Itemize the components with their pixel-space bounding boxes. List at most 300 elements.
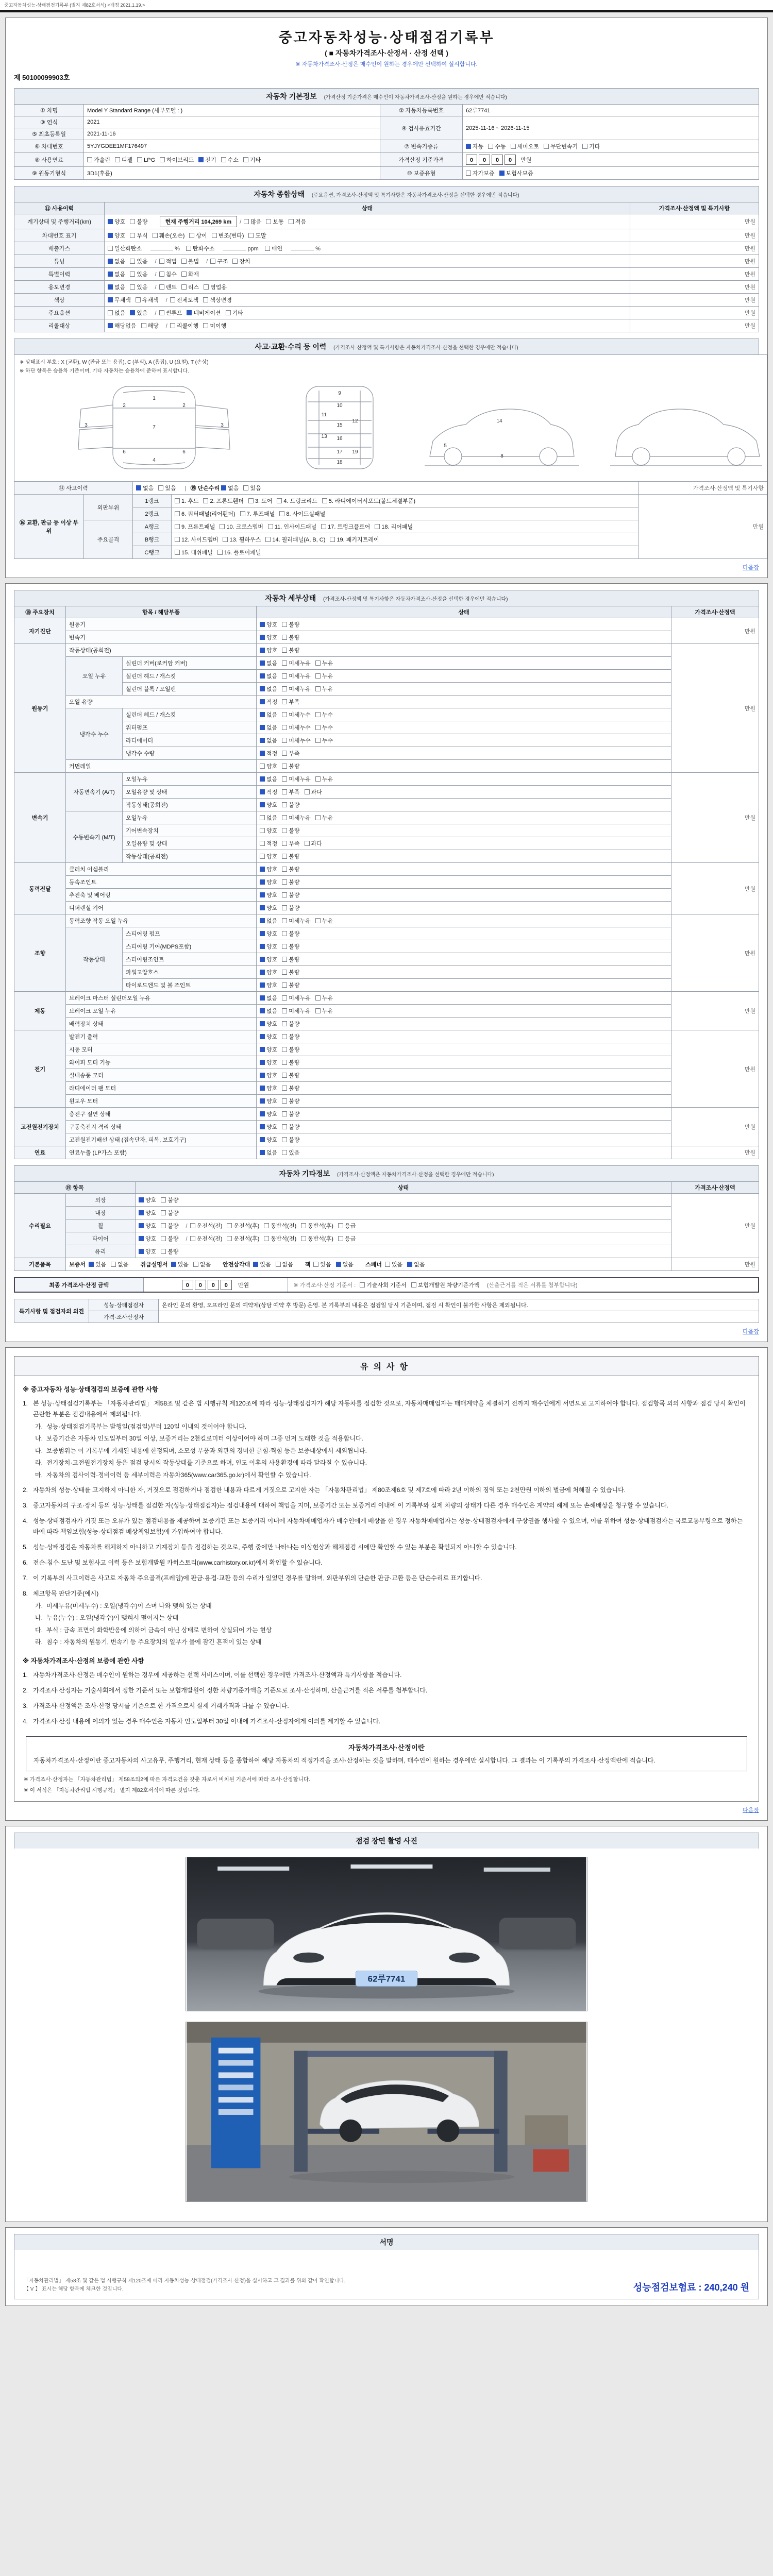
checkbox-option[interactable] bbox=[282, 788, 299, 796]
table-row bbox=[14, 1311, 759, 1323]
checkbox-option[interactable] bbox=[282, 1071, 299, 1079]
item-label: 냉각수 수량 bbox=[123, 747, 257, 760]
checkbox-option[interactable] bbox=[268, 522, 316, 531]
checkbox-option[interactable] bbox=[315, 917, 333, 925]
checkbox-option[interactable] bbox=[171, 1260, 189, 1268]
banner-text-line bbox=[219, 2060, 254, 2065]
checkbox-option[interactable] bbox=[161, 1196, 178, 1204]
checkbox-option[interactable] bbox=[139, 1209, 156, 1217]
checkbox-option[interactable] bbox=[260, 801, 277, 809]
detail-row bbox=[14, 1018, 759, 1030]
vin-value: 5YJYGDEE1MF176497 bbox=[84, 140, 380, 153]
notice-subitem bbox=[35, 1433, 750, 1444]
checkbox-option[interactable] bbox=[282, 917, 311, 925]
usage-history-state bbox=[105, 214, 630, 229]
unchecked-box-icon bbox=[282, 660, 287, 666]
checkbox-label: 6. 쿼터패널(리어휀더) bbox=[181, 511, 236, 517]
checkbox-option[interactable] bbox=[181, 283, 199, 291]
checkbox-option[interactable] bbox=[282, 1097, 299, 1105]
checkbox-option[interactable] bbox=[315, 672, 333, 680]
checkbox-option[interactable] bbox=[260, 904, 277, 912]
checkbox-option[interactable] bbox=[260, 981, 277, 989]
checkbox-option[interactable] bbox=[338, 1222, 356, 1230]
checkbox-option[interactable] bbox=[313, 1260, 331, 1268]
checkbox-option[interactable] bbox=[260, 698, 277, 706]
checkbox-option[interactable] bbox=[260, 942, 277, 951]
checkbox-option[interactable] bbox=[175, 522, 215, 531]
option-separator: / bbox=[186, 1236, 188, 1242]
checkbox-option[interactable] bbox=[161, 1247, 178, 1256]
checkbox-option[interactable] bbox=[315, 685, 333, 693]
checkbox-option[interactable] bbox=[282, 839, 299, 848]
inspection-period-label: ④ 검사유효기간 bbox=[380, 116, 463, 140]
checkbox-option[interactable] bbox=[243, 484, 261, 492]
checkbox-option[interactable] bbox=[315, 736, 333, 744]
checkbox-option[interactable] bbox=[181, 257, 199, 265]
checkbox-option[interactable] bbox=[260, 1020, 277, 1028]
checkbox-option[interactable] bbox=[260, 1058, 277, 1066]
ceiling-light bbox=[217, 1867, 289, 1871]
checkbox-label: 10. 크로스멤버 bbox=[226, 524, 263, 530]
checkbox-option[interactable] bbox=[260, 1110, 277, 1118]
checkbox-option[interactable] bbox=[260, 1071, 277, 1079]
checkbox-option[interactable] bbox=[193, 1260, 211, 1268]
checkbox-option[interactable] bbox=[159, 257, 177, 265]
checkbox-option[interactable] bbox=[260, 878, 277, 886]
checkbox-option[interactable] bbox=[130, 257, 147, 265]
checkbox-option[interactable] bbox=[139, 1196, 156, 1204]
detail-row bbox=[14, 670, 759, 683]
checkbox-option[interactable] bbox=[282, 1058, 299, 1066]
unchecked-box-icon bbox=[193, 1262, 198, 1267]
checkbox-option[interactable] bbox=[260, 685, 277, 693]
etc-item-state bbox=[136, 1232, 671, 1245]
checkbox-option[interactable] bbox=[108, 321, 137, 330]
unchecked-box-icon bbox=[190, 1223, 195, 1228]
checkbox-option[interactable] bbox=[282, 749, 299, 757]
price-estimate-cell: 만원 bbox=[630, 307, 759, 319]
checkbox-option[interactable] bbox=[582, 142, 600, 150]
checkbox-option[interactable] bbox=[260, 852, 277, 860]
checkbox-option[interactable] bbox=[108, 217, 125, 226]
checkbox-option[interactable] bbox=[315, 994, 333, 1002]
usage-history-label: 계기상태 및 주행거리(km) bbox=[14, 214, 105, 229]
state-code-legend: ※ 상태표시 부호 : X (교환), W (판금 또는 용접), C (부식), A (흠집), U (요철), T (손상) bbox=[20, 360, 209, 365]
checkbox-option[interactable] bbox=[108, 270, 125, 278]
checkbox-option[interactable] bbox=[260, 1084, 277, 1092]
checkbox-option[interactable] bbox=[87, 156, 110, 164]
usage-history-row bbox=[14, 214, 759, 229]
checkbox-option[interactable] bbox=[159, 309, 182, 317]
checkbox-label: 있음 bbox=[137, 284, 148, 291]
checkbox-option[interactable] bbox=[282, 1148, 299, 1157]
checked-box-icon bbox=[260, 931, 265, 936]
checkbox-option[interactable] bbox=[137, 157, 155, 163]
item-state bbox=[257, 747, 671, 760]
checkbox-option[interactable] bbox=[260, 994, 277, 1002]
checkbox-option[interactable] bbox=[282, 775, 311, 783]
checkbox-label: 불량 bbox=[289, 879, 300, 886]
next-page-link[interactable]: 다음장 bbox=[743, 1807, 759, 1814]
next-page-link[interactable]: 다음장 bbox=[743, 565, 759, 571]
checkbox-option[interactable] bbox=[217, 548, 261, 556]
notice-subitem-number: 다. bbox=[35, 1447, 43, 1454]
checkbox-option[interactable] bbox=[375, 522, 413, 531]
checkbox-option[interactable] bbox=[190, 1234, 223, 1243]
checkbox-option[interactable] bbox=[260, 1148, 277, 1157]
checkbox-option[interactable] bbox=[282, 672, 311, 680]
checkbox-option[interactable] bbox=[260, 865, 277, 873]
unchecked-box-icon bbox=[282, 970, 287, 975]
checkbox-option[interactable] bbox=[212, 231, 244, 240]
checkbox-option[interactable] bbox=[282, 826, 299, 835]
checkbox-option[interactable] bbox=[244, 217, 261, 226]
checkbox-option[interactable] bbox=[338, 1234, 356, 1243]
checkbox-option[interactable] bbox=[186, 244, 215, 252]
checkbox-option[interactable] bbox=[136, 296, 159, 304]
notice-item-number: 6. bbox=[23, 1558, 28, 1566]
checkbox-option[interactable] bbox=[175, 535, 218, 544]
checkbox-option[interactable] bbox=[227, 1234, 259, 1243]
checkbox-label: 유채색 bbox=[142, 297, 159, 303]
checkbox-option[interactable] bbox=[260, 1045, 277, 1054]
checkbox-option[interactable] bbox=[282, 878, 299, 886]
etc-row bbox=[14, 1194, 759, 1207]
col-usage-history: ⑪ 사용이력 bbox=[14, 202, 105, 214]
detail-row bbox=[14, 1082, 759, 1095]
checkbox-option[interactable] bbox=[282, 723, 311, 732]
checkbox-option[interactable] bbox=[511, 142, 540, 150]
checkbox-option[interactable] bbox=[282, 646, 299, 654]
checked-box-icon bbox=[108, 284, 113, 290]
checkbox-option[interactable] bbox=[130, 217, 147, 226]
price-survey-info-title: 자동차가격조사·산정이란 bbox=[348, 1743, 425, 1752]
checkbox-option[interactable] bbox=[466, 169, 495, 177]
option-separator: / bbox=[240, 219, 242, 225]
checkbox-option[interactable] bbox=[282, 1110, 299, 1118]
checkbox-option[interactable] bbox=[282, 891, 299, 899]
checkbox-label: 없음 bbox=[266, 918, 278, 924]
checkbox-option[interactable] bbox=[305, 839, 322, 848]
checkbox-option[interactable] bbox=[282, 698, 299, 706]
final-price-value bbox=[143, 1278, 288, 1292]
checkbox-option[interactable] bbox=[282, 685, 311, 693]
checkbox-option[interactable] bbox=[161, 1209, 178, 1217]
checkbox-option[interactable] bbox=[260, 736, 277, 744]
checkbox-option[interactable] bbox=[260, 1097, 277, 1105]
checkbox-option[interactable] bbox=[282, 710, 311, 719]
checkbox-option[interactable] bbox=[282, 1123, 299, 1131]
checkbox-option[interactable] bbox=[315, 723, 333, 732]
unchecked-box-icon bbox=[243, 485, 248, 490]
checkbox-option[interactable] bbox=[282, 801, 299, 809]
checkbox-option[interactable] bbox=[260, 659, 277, 667]
checkbox-option[interactable] bbox=[282, 1007, 311, 1015]
checkbox-option[interactable] bbox=[139, 1222, 156, 1230]
checkbox-option[interactable] bbox=[198, 156, 216, 164]
checkbox-label: 없음 bbox=[266, 738, 278, 744]
notice-item bbox=[23, 1716, 750, 1727]
checkbox-option[interactable] bbox=[260, 710, 277, 719]
checkbox-option[interactable] bbox=[499, 169, 533, 177]
checkbox-option[interactable] bbox=[282, 633, 299, 641]
checkbox-option[interactable] bbox=[204, 283, 227, 291]
unchecked-box-icon bbox=[282, 1008, 287, 1013]
checkbox-option[interactable] bbox=[260, 723, 277, 732]
checkbox-option[interactable] bbox=[488, 142, 506, 150]
checkbox-option[interactable] bbox=[282, 994, 311, 1002]
checkbox-option[interactable] bbox=[407, 1260, 425, 1268]
checkbox-option[interactable] bbox=[189, 231, 207, 240]
notice-item-text: 자동차가격조사·산정은 매수인이 원하는 경우에 제공하는 선택 서비스이며, 이를 선택한 경우에만 가격조사·산정액과 특기사항을 적습니다. bbox=[33, 1671, 402, 1679]
checkbox-option[interactable] bbox=[170, 321, 199, 330]
checkbox-option[interactable] bbox=[260, 839, 277, 848]
checkbox-option[interactable] bbox=[315, 1007, 333, 1015]
checked-box-icon bbox=[260, 751, 265, 756]
checkbox-option[interactable] bbox=[181, 270, 199, 278]
checkbox-option[interactable] bbox=[115, 156, 132, 164]
checkbox-option[interactable] bbox=[243, 156, 261, 164]
checkbox-option[interactable] bbox=[264, 1222, 296, 1230]
checkbox-option[interactable] bbox=[321, 522, 370, 531]
checkbox-option[interactable] bbox=[260, 968, 277, 976]
checked-box-icon bbox=[260, 635, 265, 640]
checkbox-option[interactable] bbox=[315, 775, 333, 783]
notice-item bbox=[23, 1701, 750, 1711]
checkbox-option[interactable] bbox=[322, 497, 415, 505]
checkbox-option[interactable] bbox=[315, 659, 333, 667]
item-state bbox=[257, 1005, 671, 1018]
checkbox-option[interactable] bbox=[265, 244, 282, 252]
checkbox-option[interactable] bbox=[190, 1222, 223, 1230]
checkbox-label: 양호 bbox=[266, 854, 278, 860]
floor-shadow bbox=[289, 2171, 514, 2183]
checked-box-icon bbox=[260, 879, 265, 885]
checkbox-option[interactable] bbox=[221, 484, 239, 492]
detail-row bbox=[14, 760, 759, 773]
checkbox-option[interactable] bbox=[260, 749, 277, 757]
checkbox-option[interactable] bbox=[260, 1136, 277, 1144]
unchecked-box-icon bbox=[159, 259, 164, 264]
checkbox-option[interactable] bbox=[108, 231, 125, 240]
checkbox-option[interactable] bbox=[279, 510, 325, 518]
checkbox-option[interactable] bbox=[260, 646, 277, 654]
checkbox-option[interactable] bbox=[160, 156, 194, 164]
checkbox-option[interactable] bbox=[130, 270, 147, 278]
checkbox-option[interactable] bbox=[203, 497, 243, 505]
checkbox-option[interactable] bbox=[159, 283, 177, 291]
checkbox-option[interactable] bbox=[260, 1007, 277, 1015]
item-label: 파워고압호스 bbox=[123, 966, 257, 979]
checkbox-option[interactable] bbox=[108, 309, 125, 317]
checkbox-option[interactable] bbox=[203, 321, 226, 330]
checkbox-option[interactable] bbox=[240, 510, 275, 518]
checkbox-option[interactable] bbox=[411, 1281, 480, 1289]
checkbox-option[interactable] bbox=[264, 1234, 296, 1243]
checkbox-label: 양호 bbox=[266, 982, 278, 989]
checkbox-option[interactable] bbox=[265, 535, 325, 544]
checkbox-option[interactable] bbox=[315, 710, 333, 719]
checkbox-option[interactable] bbox=[175, 497, 198, 505]
checkbox-option[interactable] bbox=[161, 1234, 178, 1243]
price-estimate-cell: 만원 bbox=[671, 1146, 759, 1159]
checkbox-option[interactable] bbox=[221, 156, 239, 164]
checkbox-option[interactable] bbox=[260, 775, 277, 783]
checkbox-option[interactable] bbox=[282, 929, 299, 938]
checkbox-option[interactable] bbox=[330, 535, 379, 544]
checkbox-option[interactable] bbox=[282, 968, 299, 976]
checkbox-option[interactable] bbox=[175, 548, 213, 556]
checkbox-option[interactable] bbox=[248, 231, 266, 240]
checkbox-option[interactable] bbox=[108, 296, 131, 304]
checkbox-option[interactable] bbox=[203, 296, 232, 304]
remarks-group-label: 특기사항 및 점검자의 의견 bbox=[14, 1299, 89, 1323]
checkbox-option[interactable] bbox=[282, 1032, 299, 1041]
detail-row bbox=[14, 631, 759, 644]
checkbox-option[interactable] bbox=[130, 283, 147, 291]
checkbox-option[interactable] bbox=[282, 942, 299, 951]
checkbox-option[interactable] bbox=[305, 788, 322, 796]
checkbox-option[interactable] bbox=[130, 231, 147, 240]
checkbox-option[interactable] bbox=[159, 270, 177, 278]
checkbox-option[interactable] bbox=[175, 510, 236, 518]
checkbox-option[interactable] bbox=[260, 788, 277, 796]
checkbox-option[interactable] bbox=[260, 1123, 277, 1131]
checkbox-option[interactable] bbox=[282, 865, 299, 873]
checkbox-option[interactable] bbox=[276, 1260, 293, 1268]
final-basis-suffix: (산출근거를 적은 서류를 첨부합니다) bbox=[486, 1282, 578, 1289]
checkbox-option[interactable] bbox=[158, 484, 176, 492]
notice-subitem bbox=[35, 1625, 750, 1635]
checkbox-option[interactable] bbox=[289, 217, 306, 226]
price-estimate-cell: 만원 bbox=[630, 294, 759, 307]
checkbox-option[interactable] bbox=[153, 231, 185, 240]
etc-row bbox=[14, 1245, 759, 1258]
checkbox-option[interactable] bbox=[139, 1234, 156, 1243]
checkbox-option[interactable] bbox=[260, 917, 277, 925]
checkbox-label: 응급 bbox=[344, 1223, 356, 1229]
checkbox-option[interactable] bbox=[260, 762, 277, 770]
checkbox-option[interactable] bbox=[282, 620, 299, 629]
checkbox-option[interactable] bbox=[260, 891, 277, 899]
checkbox-option[interactable] bbox=[277, 497, 317, 505]
checkbox-option[interactable] bbox=[161, 1222, 178, 1230]
checkbox-option[interactable] bbox=[210, 257, 228, 265]
unchecked-box-icon bbox=[282, 686, 287, 691]
checkbox-option[interactable] bbox=[253, 1260, 271, 1268]
unchecked-box-icon bbox=[544, 144, 549, 149]
checkbox-option[interactable] bbox=[260, 1032, 277, 1041]
page-5 bbox=[5, 2227, 768, 2306]
notice-item bbox=[23, 1485, 750, 1496]
next-page-link[interactable]: 다음장 bbox=[743, 1329, 759, 1335]
usage-history-state bbox=[105, 307, 630, 319]
checkbox-option[interactable] bbox=[108, 283, 125, 291]
checkbox-option[interactable] bbox=[170, 296, 199, 304]
checkbox-option[interactable] bbox=[336, 1260, 354, 1268]
checkbox-option[interactable] bbox=[130, 309, 147, 317]
checkbox-option[interactable] bbox=[260, 929, 277, 938]
checkbox-option[interactable] bbox=[282, 852, 299, 860]
checkbox-option[interactable] bbox=[385, 1260, 402, 1268]
checkbox-option[interactable] bbox=[260, 620, 277, 629]
signature-title-text: 서명 bbox=[379, 2238, 394, 2246]
checkbox-option[interactable] bbox=[232, 257, 250, 265]
basic-info-table bbox=[14, 104, 759, 180]
checkbox-option[interactable] bbox=[111, 1260, 128, 1268]
checkbox-option[interactable] bbox=[226, 309, 243, 317]
checkbox-option[interactable] bbox=[89, 1260, 106, 1268]
unchecked-box-icon bbox=[260, 815, 265, 820]
checkbox-option[interactable] bbox=[260, 814, 277, 822]
unchecked-box-icon bbox=[282, 1034, 287, 1039]
unchecked-box-icon bbox=[282, 1086, 287, 1091]
checkbox-label: 장치 bbox=[239, 259, 250, 265]
checkbox-label: 동반석(전) bbox=[271, 1223, 297, 1229]
checked-box-icon bbox=[260, 905, 265, 910]
unchecked-box-icon bbox=[175, 498, 180, 503]
checked-box-icon bbox=[260, 957, 265, 962]
checkbox-option[interactable] bbox=[187, 309, 221, 317]
checkbox-option[interactable] bbox=[544, 142, 578, 150]
checkbox-option[interactable] bbox=[315, 814, 333, 822]
checkbox-option[interactable] bbox=[260, 955, 277, 963]
checkbox-option[interactable] bbox=[220, 522, 263, 531]
checkbox-option[interactable] bbox=[282, 1020, 299, 1028]
unchecked-box-icon bbox=[223, 537, 228, 542]
unchecked-box-icon bbox=[282, 751, 287, 756]
checkbox-option[interactable] bbox=[282, 1136, 299, 1144]
checkbox-option[interactable] bbox=[301, 1234, 333, 1243]
checkbox-option[interactable] bbox=[466, 142, 483, 150]
notice-item-number: 4. bbox=[23, 1517, 28, 1524]
item-label: 워터펌프 bbox=[123, 721, 257, 734]
checkbox-option[interactable] bbox=[282, 736, 311, 744]
checkbox-option[interactable] bbox=[136, 484, 154, 492]
checkbox-option[interactable] bbox=[108, 257, 125, 265]
item-state bbox=[257, 1108, 671, 1121]
checkbox-option[interactable] bbox=[227, 1222, 259, 1230]
checkbox-option[interactable] bbox=[260, 826, 277, 835]
checkbox-option[interactable] bbox=[248, 497, 272, 505]
checkbox-option[interactable] bbox=[282, 659, 311, 667]
rank-part-options bbox=[172, 495, 638, 507]
checkbox-option[interactable] bbox=[260, 633, 277, 641]
checkbox-option[interactable] bbox=[141, 321, 159, 330]
checkbox-option[interactable] bbox=[282, 981, 299, 989]
unchecked-box-icon bbox=[282, 815, 287, 820]
checkbox-option[interactable] bbox=[108, 244, 142, 252]
checkbox-option[interactable] bbox=[360, 1281, 406, 1289]
checkbox-option[interactable] bbox=[282, 762, 299, 770]
checkbox-option[interactable] bbox=[223, 535, 261, 544]
checkbox-option[interactable] bbox=[282, 955, 299, 963]
item-label: 스티어링 기어(MDPS포함) bbox=[123, 940, 257, 953]
checkbox-label: 불량 bbox=[289, 622, 300, 628]
unchecked-box-icon bbox=[411, 1282, 416, 1287]
notice-subitem-number: 라. bbox=[35, 1638, 43, 1646]
checkbox-option[interactable] bbox=[266, 217, 283, 226]
checkbox-option[interactable] bbox=[282, 814, 311, 822]
checkbox-option[interactable] bbox=[282, 1084, 299, 1092]
checkbox-option[interactable] bbox=[301, 1222, 333, 1230]
checkbox-option[interactable] bbox=[282, 1045, 299, 1054]
checkbox-option[interactable] bbox=[260, 672, 277, 680]
checkbox-label: 기타 bbox=[249, 157, 261, 163]
checkbox-option[interactable] bbox=[282, 904, 299, 912]
checkbox-option[interactable] bbox=[139, 1247, 156, 1256]
usage-history-state bbox=[105, 268, 630, 281]
